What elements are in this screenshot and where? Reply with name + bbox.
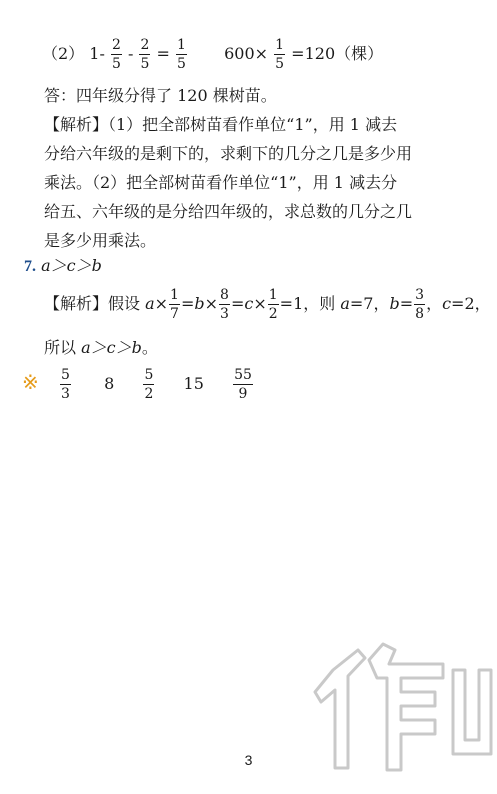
analysis-prefix: 【解析】假设 xyxy=(44,294,146,313)
bonus-answers xyxy=(22,368,254,401)
var-a: a xyxy=(340,294,350,313)
conclusion-suffix: 。 xyxy=(141,338,158,357)
answer-value: 8 xyxy=(104,374,115,393)
question-7-heading xyxy=(24,258,102,275)
fraction: $\frac{2}{5}$ xyxy=(111,37,121,72)
conclusion-relation: a＞c＞b xyxy=(81,338,142,357)
expr-start: 1- xyxy=(89,44,105,63)
equals-sign: = xyxy=(180,294,195,313)
fraction: $\frac{5}{2}$ xyxy=(144,367,154,402)
fraction: $\frac{5}{3}$ xyxy=(60,367,70,402)
calc-result: =120（棵） xyxy=(291,44,384,63)
times-sign: × xyxy=(253,294,267,313)
page-number: 3 xyxy=(244,752,253,768)
question-number: 7. xyxy=(24,258,36,275)
equals-sign: = xyxy=(399,294,414,313)
reference-mark-icon: ※ xyxy=(22,370,39,394)
question-7-conclusion xyxy=(44,340,158,356)
calc-multiply: 600× xyxy=(224,44,269,63)
question-7-analysis xyxy=(44,288,491,321)
calc-line-2 xyxy=(42,38,383,71)
equals-sign: = xyxy=(156,44,170,63)
fraction: $\frac{8}{3}$ xyxy=(220,287,229,322)
fraction: $\frac{55}{9}$ xyxy=(234,367,252,402)
var-c: c xyxy=(244,294,254,313)
equation-tail: =1，则 xyxy=(279,294,341,313)
fraction: $\frac{1}{5}$ xyxy=(275,37,285,72)
times-sign: × xyxy=(204,294,219,313)
conclusion-prefix: 所以 xyxy=(44,338,82,357)
minus-sign: - xyxy=(127,44,134,63)
a-value: =7， xyxy=(349,294,390,313)
var-b: b xyxy=(194,294,205,313)
comma: ， xyxy=(426,294,443,313)
fraction: $\frac{1}{2}$ xyxy=(268,287,278,322)
fraction: $\frac{3}{8}$ xyxy=(415,287,425,322)
fraction: $\frac{2}{5}$ xyxy=(140,37,150,72)
fraction: $\frac{1}{7}$ xyxy=(170,287,179,322)
analysis-line: 乘法。（2）把全部树苗看作单位“1”，用 1 减去分 xyxy=(44,173,398,192)
analysis-line: 【解析】（1）把全部树苗看作单位“1”，用 1 减去 xyxy=(44,115,398,134)
var-a: a xyxy=(145,294,155,313)
question-answer: a＞c＞b xyxy=(41,256,102,275)
var-b: b xyxy=(389,294,400,313)
c-value: =2， xyxy=(451,294,491,313)
equals-sign: = xyxy=(230,294,245,313)
part-label: （2） xyxy=(42,44,85,63)
fraction: $\frac{1}{5}$ xyxy=(177,37,186,72)
var-c: c xyxy=(442,294,452,313)
analysis-line: 分给六年级的是剩下的，求剩下的几分之几是多少用 xyxy=(44,144,413,163)
analysis-line: 给五、六年级的是分给四年级的，求总数的几分之几 xyxy=(44,202,413,221)
times-sign: × xyxy=(154,294,169,313)
analysis-line: 是多少用乘法。 xyxy=(44,231,157,250)
answer-line: 答：四年级分得了 120 棵树苗。 xyxy=(44,86,277,105)
answer-value: 15 xyxy=(183,374,204,393)
